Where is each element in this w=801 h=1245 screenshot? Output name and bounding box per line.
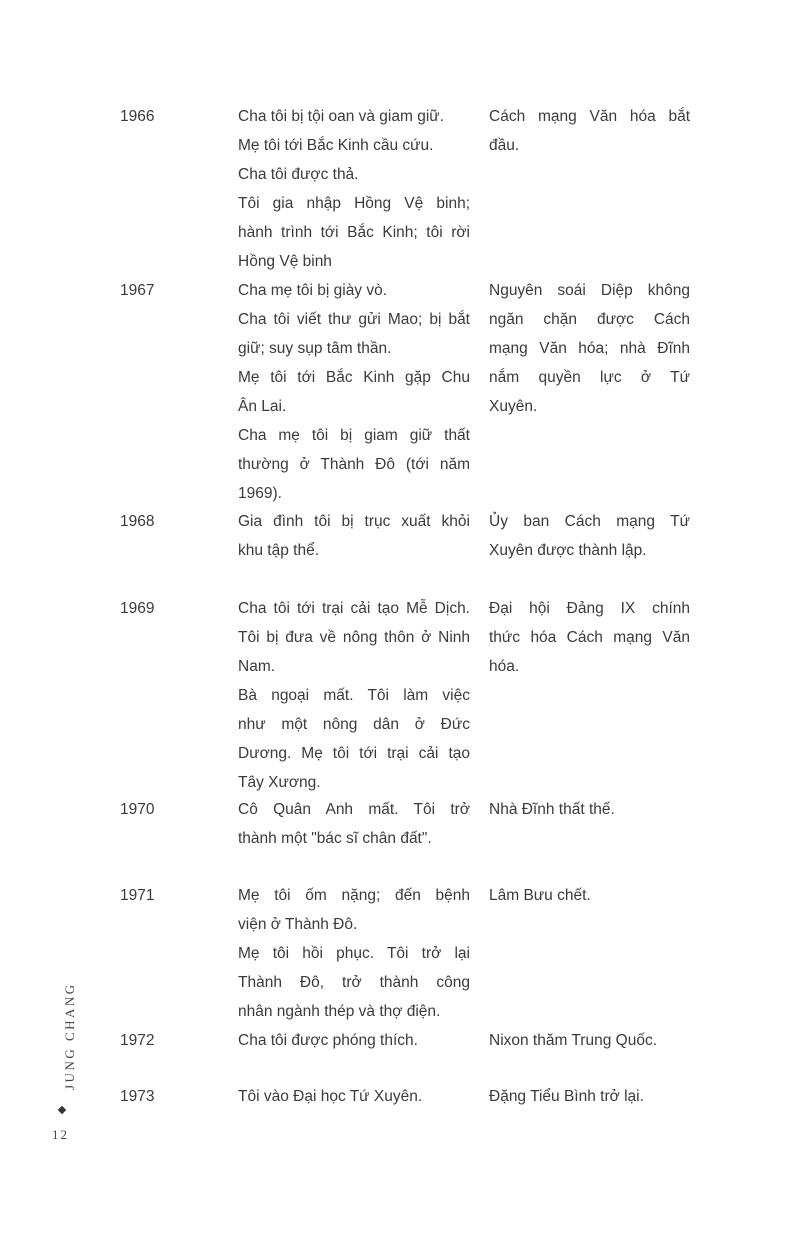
personal-events-cell xyxy=(238,276,470,508)
text-line: Cha tôi được phóng thích. xyxy=(238,1032,418,1049)
text-line: Tôi gia nhập Hồng Vệ binh; xyxy=(238,195,470,212)
historical-events-cell xyxy=(489,881,690,910)
text-line: Bà ngoại mất. Tôi làm việc xyxy=(238,687,470,704)
historical-events-cell xyxy=(489,102,690,160)
text-line: Mẹ tôi tới Bắc Kinh gặp Chu xyxy=(238,369,470,386)
historical-events-cell xyxy=(489,1026,690,1055)
text-line: Mẹ tôi tới Bắc Kinh cầu cứu. xyxy=(238,137,434,154)
personal-events-cell xyxy=(238,507,470,565)
text-line: Mẹ tôi hồi phục. Tôi trở lại xyxy=(238,945,470,962)
text-line: Gia đình tôi bị trục xuất khỏi xyxy=(238,513,470,530)
text-line: Tôi vào Đại học Tứ Xuyên. xyxy=(238,1088,423,1105)
text-line: Cha tôi bị tội oan và giam giữ. xyxy=(238,108,444,125)
text-line: Tôi bị đưa về nông thôn ở Ninh xyxy=(238,629,470,646)
text-line: Thành Đô, trở thành công xyxy=(238,974,470,991)
text-line: thường ở Thành Đô (tới năm xyxy=(238,456,470,473)
year: 1970 xyxy=(120,801,155,818)
text-line: Nguyên soái Diệp không xyxy=(489,282,690,299)
text-line: Cô Quân Anh mất. Tôi trở xyxy=(238,801,470,818)
text-line: Ủy ban Cách mạng Tứ xyxy=(489,513,690,530)
personal-events-cell xyxy=(238,795,470,853)
text-line: Lâm Bưu chết. xyxy=(489,887,591,904)
text-line: Ân Lai. xyxy=(238,398,287,415)
text-line: Hồng Vệ binh xyxy=(238,253,332,270)
personal-events-cell xyxy=(238,102,470,276)
personal-events-cell xyxy=(238,594,470,797)
text-line: nắm quyền lực ở Tứ xyxy=(489,369,690,386)
text-line: giữ; suy sụp tâm thần. xyxy=(238,340,392,357)
text-line: hóa. xyxy=(489,658,520,675)
year: 1971 xyxy=(120,887,155,904)
historical-events-cell xyxy=(489,594,690,681)
text-line: khu tập thể. xyxy=(238,542,320,559)
year: 1967 xyxy=(120,282,155,299)
personal-events-cell xyxy=(238,881,470,1026)
text-line: ngăn chặn được Cách xyxy=(489,311,690,328)
text-line: Mẹ tôi ốm nặng; đến bệnh xyxy=(238,887,470,904)
historical-events-cell xyxy=(489,507,690,565)
personal-events-cell xyxy=(238,1082,470,1111)
text-line: thành một "bác sĩ chân đất". xyxy=(238,830,432,847)
text-line: Tây Xương. xyxy=(238,774,321,791)
text-line: Cha tôi tới trại cải tạo Mễ Dịch. xyxy=(238,600,470,617)
text-line: nhân ngành thép và thợ điện. xyxy=(238,1003,441,1020)
text-line: Dương. Mẹ tôi tới trại cải tạo xyxy=(238,745,470,762)
text-line: Nixon thăm Trung Quốc. xyxy=(489,1032,657,1049)
running-head-author: JUNG CHANG xyxy=(62,982,77,1090)
text-line: như một nông dân ở Đức xyxy=(238,716,470,733)
year: 1968 xyxy=(120,513,155,530)
text-line: thức hóa Cách mạng Văn xyxy=(489,629,690,646)
text-line: Cha tôi được thả. xyxy=(238,166,359,183)
year: 1973 xyxy=(120,1088,155,1105)
text-line: Cha mẹ tôi bị giày vò. xyxy=(238,282,388,299)
page-number: 12 xyxy=(52,1127,69,1142)
text-line: Đại hội Đảng IX chính xyxy=(489,600,690,617)
personal-events-cell xyxy=(238,1026,470,1055)
text-line: Xuyên được thành lập. xyxy=(489,542,647,559)
year: 1972 xyxy=(120,1032,155,1049)
text-line: Đặng Tiểu Bình trở lại. xyxy=(489,1088,644,1105)
year: 1969 xyxy=(120,600,155,617)
text-line: viện ở Thành Đô. xyxy=(238,916,358,933)
year: 1966 xyxy=(120,108,155,125)
text-line: mạng Văn hóa; nhà Đĩnh xyxy=(489,340,690,357)
text-line: Cha mẹ tôi bị giam giữ thất xyxy=(238,427,470,444)
historical-events-cell xyxy=(489,1082,690,1111)
historical-events-cell xyxy=(489,276,690,421)
text-line: hành trình tới Bắc Kinh; tôi rời xyxy=(238,224,470,241)
text-line: Cha tôi viết thư gửi Mao; bị bắt xyxy=(238,311,470,328)
text-line: Cách mạng Văn hóa bắt xyxy=(489,108,690,125)
text-line: Xuyên. xyxy=(489,398,538,415)
text-line: 1969). xyxy=(238,485,282,502)
text-line: Nam. xyxy=(238,658,276,675)
historical-events-cell xyxy=(489,795,690,824)
text-line: đầu. xyxy=(489,137,520,154)
text-line: Nhà Đĩnh thất thế. xyxy=(489,801,615,818)
diamond-ornament-icon xyxy=(58,1106,66,1114)
